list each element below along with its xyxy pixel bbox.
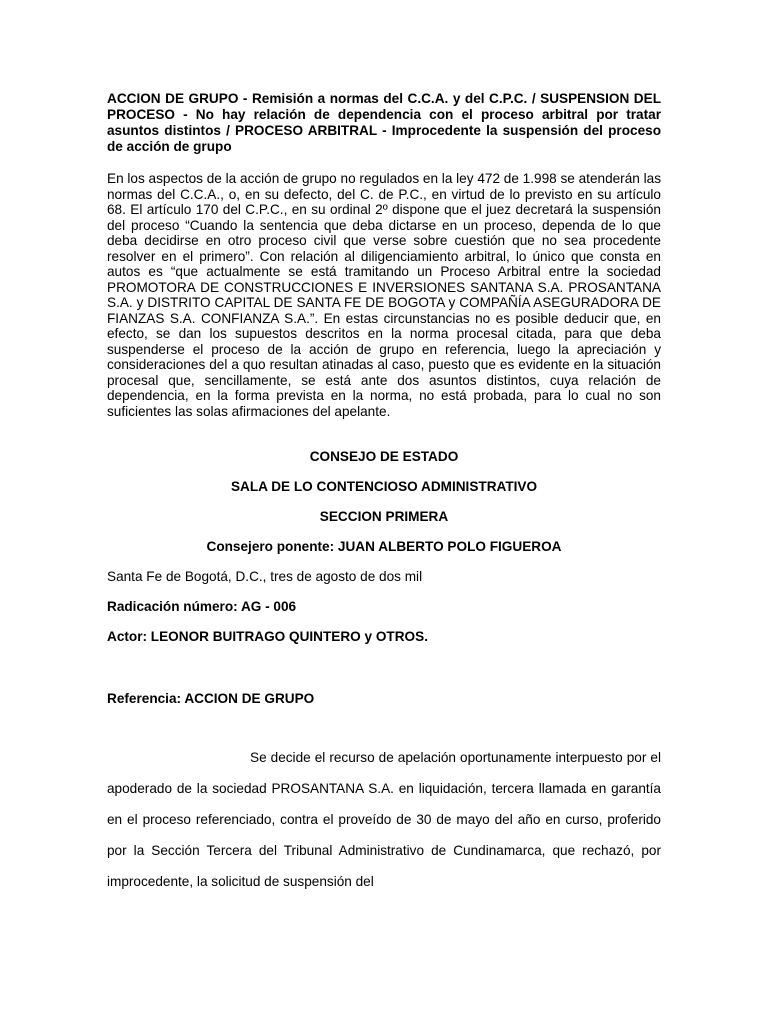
court-name: CONSEJO DE ESTADO [309,449,459,464]
summary-heading: ACCION DE GRUPO - Remisión a normas del C.C.A. y del C.P.C. / SUSPENSION DEL PROCESO - No hay relación de dependencia con el proceso arbitral por tratar asuntos distintos / PROCESO ARBITRAL - Improcedente la suspensión del proceso de acción de grupo [107,91,661,154]
body-paragraph: Se decide el recurso de apelación oportunamente interpuesto por el apoderado de la sociedad PROSANTANA S.A. en liquidación, tercera llamada en garantía en el proceso referenciado, contra el proveído de 30 de mayo del año en curso, proferido por la Sección Tercera del Tribunal Administrativo de Cundinamarca, que rechazó, por improcedente, la solicitud de suspensión del [107,750,661,889]
judge-line: Consejero ponente: JUAN ALBERTO POLO FIGUEROA [206,539,562,554]
court-chamber: SALA DE LO CONTENCIOSO ADMINISTRATIVO [230,479,538,494]
referencia-line: Referencia: ACCION DE GRUPO [107,691,315,706]
date-line: Santa Fe de Bogotá, D.C., tres de agosto de dos mil [107,569,423,584]
court-section: SECCION PRIMERA [319,509,449,524]
summary-paragraph: En los aspectos de la acción de grupo no regulados en la ley 472 de 1.998 se atenderán las normas del C.C.A., o, en su defecto, del C. de P.C., en virtud de lo previsto en su artículo 68. El artículo 170 del C.P.C., en su ordinal 2º dispone que el juez decretará la suspensión del proceso “Cuando la sentencia que deba dictarse en un proceso, dependa de lo que deba decidirse en otro proceso civil que verse sobre cuestión que no sea procedente resolver en el primero”. Con relación al diligenciamiento arbitral, lo único que consta en autos es “que actualmente se está tramitando un Proceso Arbitral entre la sociedad PROMOTORA DE CONSTRUCCIONES E INVERSIONES SANTANA S.A. PROSANTANA S.A. y DISTRITO CAPITAL DE SANTA FE DE BOGOTA y COMPAÑÍA ASEGURADORA DE FIANZAS S.A. CONFIANZA S.A.”. En estas circunstancias no es posible deducir que, en efecto, se dan los supuestos descritos en la norma procesal citada, para que deba suspenderse el proceso de la acción de grupo en referencia, luego la apreciación y consideraciones del a quo resultan atinadas al caso, puesto que es evidente en la situación procesal que, sencillamente, se está ante dos asuntos distintos, cuya relación de dependencia, en la forma prevista en la norma, no está probada, para lo cual no son suficientes las solas afirmaciones del apelante. [107,171,661,419]
radicacion-line: Radicación número: AG - 006 [107,599,297,614]
actor-line: Actor: LEONOR BUITRAGO QUINTERO y OTROS. [107,629,428,644]
